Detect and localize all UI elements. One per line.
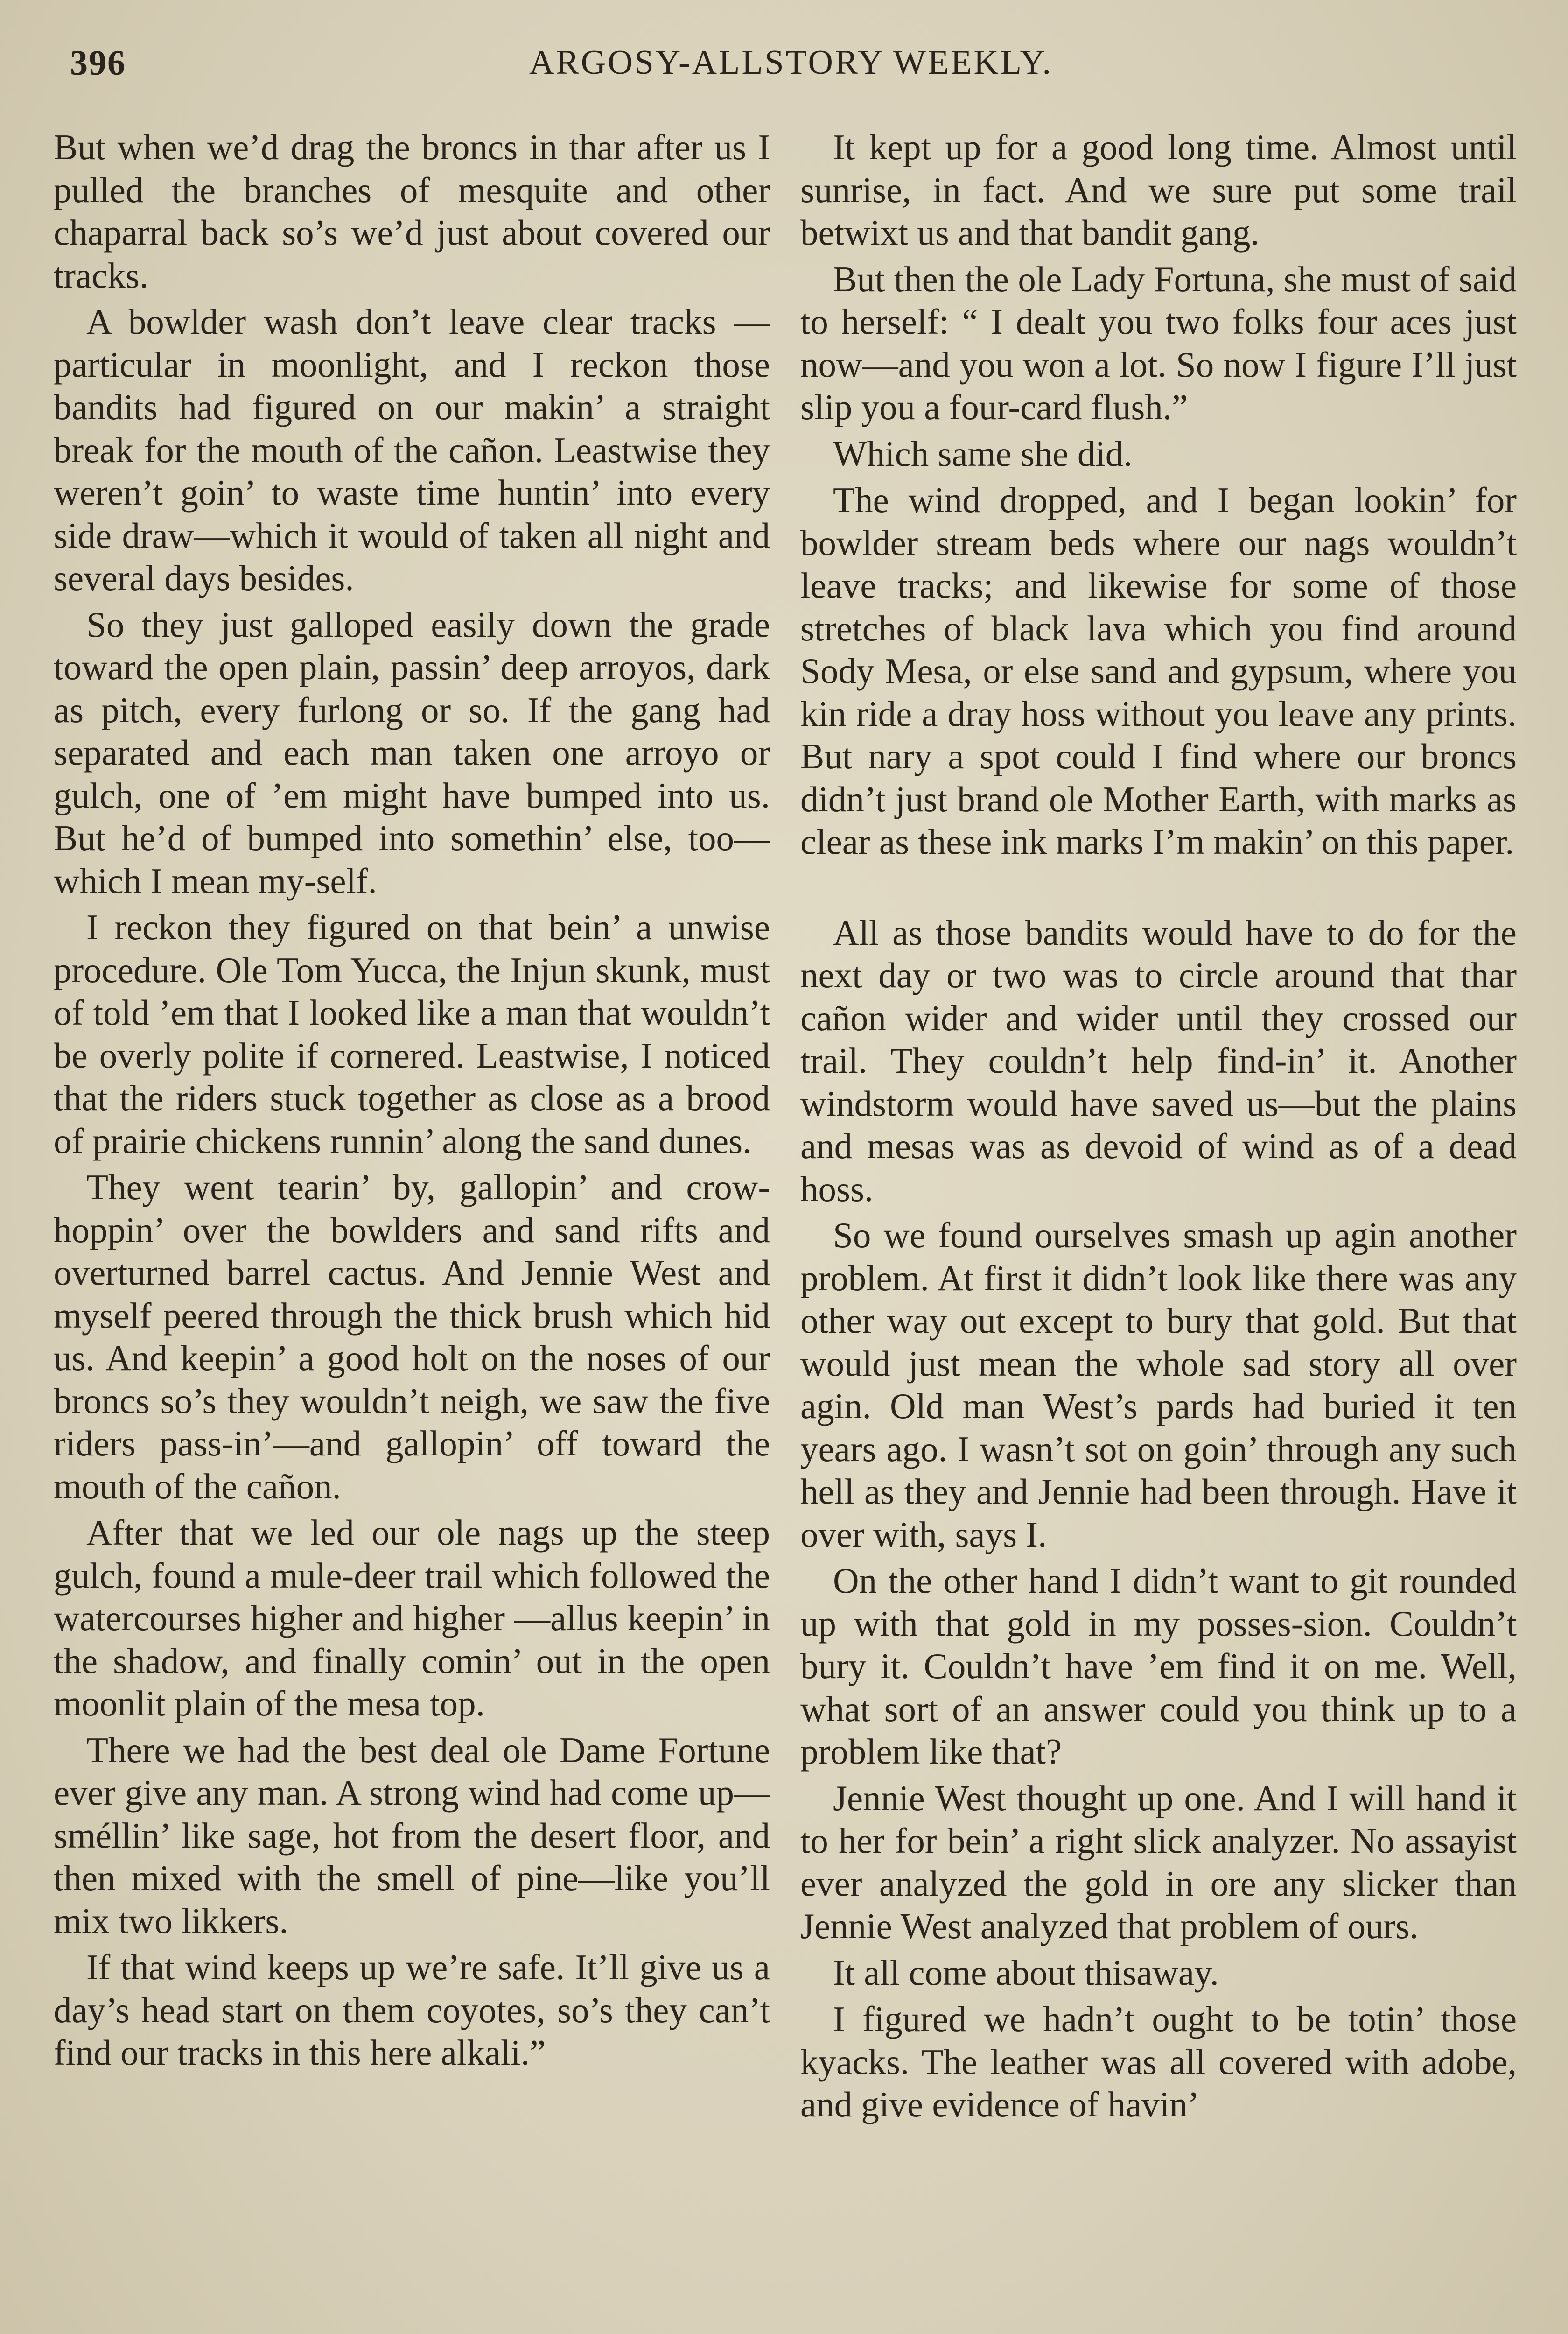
running-title: ARGOSY-ALLSTORY WEEKLY.: [529, 43, 1053, 82]
paragraph: So they just galloped easily down the grade toward the open plain, passin’ deep arroyos, dark as pitch, every furlong or so. If the gang had separated and each man taken one arroyo or gulch, one of ’em might have bumped into us. But he’d of bumped into somethin’ else, too—which I mean my-self.: [54, 604, 770, 901]
paragraph: If that wind keeps up we’re safe. It’ll give us a day’s head start on them coyotes, so’s they can’t find our tracks in this here alkali.”: [54, 1947, 770, 2073]
paragraph: I reckon they figured on that bein’ a unwise procedure. Ole Tom Yucca, the Injun skunk, must of told ’em that I looked like a man that wouldn’t be overly polite if cornered. Leastwise, I noticed that the riders stuck together as close as a brood of prairie chickens runnin’ along the sand dunes.: [54, 907, 770, 1161]
text-columns: [54, 126, 1517, 2334]
paragraph: Jennie West thought up one. And I will hand it to her for bein’ a right slick analyzer. No assayist ever analyzed the gold in ore any slicker than Jennie West analyzed that problem of ours.: [800, 1778, 1517, 1946]
paragraph: All as those bandits would have to do for the next day or two was to circle around that thar cañon wider and wider until they crossed our trail. They couldn’t help find-in’ it. Another windstorm would have saved us—but the plains and mesas was as devoid of wind as of a dead hoss.: [800, 912, 1517, 1209]
paragraph: I figured we hadn’t ought to be totin’ those kyacks. The leather was all covered with adobe, and give evidence of havin’: [800, 1999, 1517, 2124]
paragraph: Which same she did.: [833, 433, 1133, 474]
section-break: [800, 867, 1517, 912]
paragraph: There we had the best deal ole Dame Fortune ever give any man. A strong wind had come up—sméllin’ like sage, hot from the desert floor, and then mixed with the smell of pine—like you’ll mix two likkers.: [54, 1729, 770, 1941]
paragraph: It all come about thisaway.: [833, 1952, 1219, 1993]
paragraph: After that we led our ole nags up the steep gulch, found a mule-deer trail which followed the watercourses higher and higher —allus keepin’ in the shadow, and finally comin’ out in the open moonlit plain of the mesa top.: [54, 1512, 770, 1723]
right-column: [800, 126, 1517, 2334]
paragraph: They went tearin’ by, gallopin’ and crow-hoppin’ over the bowlders and sand rifts and overturned barrel cactus. And Jennie West and myself peered through the thick brush which hid us. And keepin’ a good holt on the noses of our broncs so’s they wouldn’t neigh, we saw the five riders pass-in’—and gallopin’ off toward the mouth of the cañon.: [54, 1167, 770, 1506]
paragraph: A bowlder wash don’t leave clear tracks —particular in moonlight, and I reckon those bandits had figured on our makin’ a straight break for the mouth of the cañon. Leastwise they weren’t goin’ to waste time huntin’ into every side draw—which it would of taken all night and several days besides.: [54, 302, 770, 598]
paragraph: But then the ole Lady Fortuna, she must of said to herself: “ I dealt you two folks four aces just now—and you won a lot. So now I figure I’ll just slip you a four-card flush.”: [800, 259, 1517, 427]
paragraph: So we found ourselves smash up agin another problem. At first it didn’t look like there was any other way out except to bury that gold. But that would just mean the whole sad story all over agin. Old man West’s pards had buried it ten years ago. I wasn’t sot on goin’ through any such hell as they and Jennie had been through. Have it over with, says I.: [800, 1215, 1517, 1554]
left-column: [54, 126, 770, 2334]
page-header: [70, 43, 1512, 99]
paragraph: It kept up for a good long time. Almost until sunrise, in fact. And we sure put some trail betwixt us and that bandit gang.: [800, 127, 1517, 253]
paragraph: But when we’d drag the broncs in thar after us I pulled the branches of mesquite and other chaparral back so’s we’d just about covered our tracks.: [54, 127, 770, 295]
paragraph: The wind dropped, and I began lookin’ for bowlder stream beds where our nags wouldn’t leave tracks; and likewise for some of those stretches of black lava which you find around Sody Mesa, or else sand and gypsum, where you kin ride a dray hoss without you leave any prints. But nary a spot could I find where our broncs didn’t just brand ole Mother Earth, with marks as clear as these ink marks I’m makin’ on this paper.: [800, 480, 1517, 862]
paragraph: On the other hand I didn’t want to git rounded up with that gold in my posses-sion. Couldn’t bury it. Couldn’t have ’em find it on me. Well, what sort of an answer could you think up to a problem like that?: [800, 1561, 1517, 1772]
page-number: 396: [70, 43, 126, 83]
